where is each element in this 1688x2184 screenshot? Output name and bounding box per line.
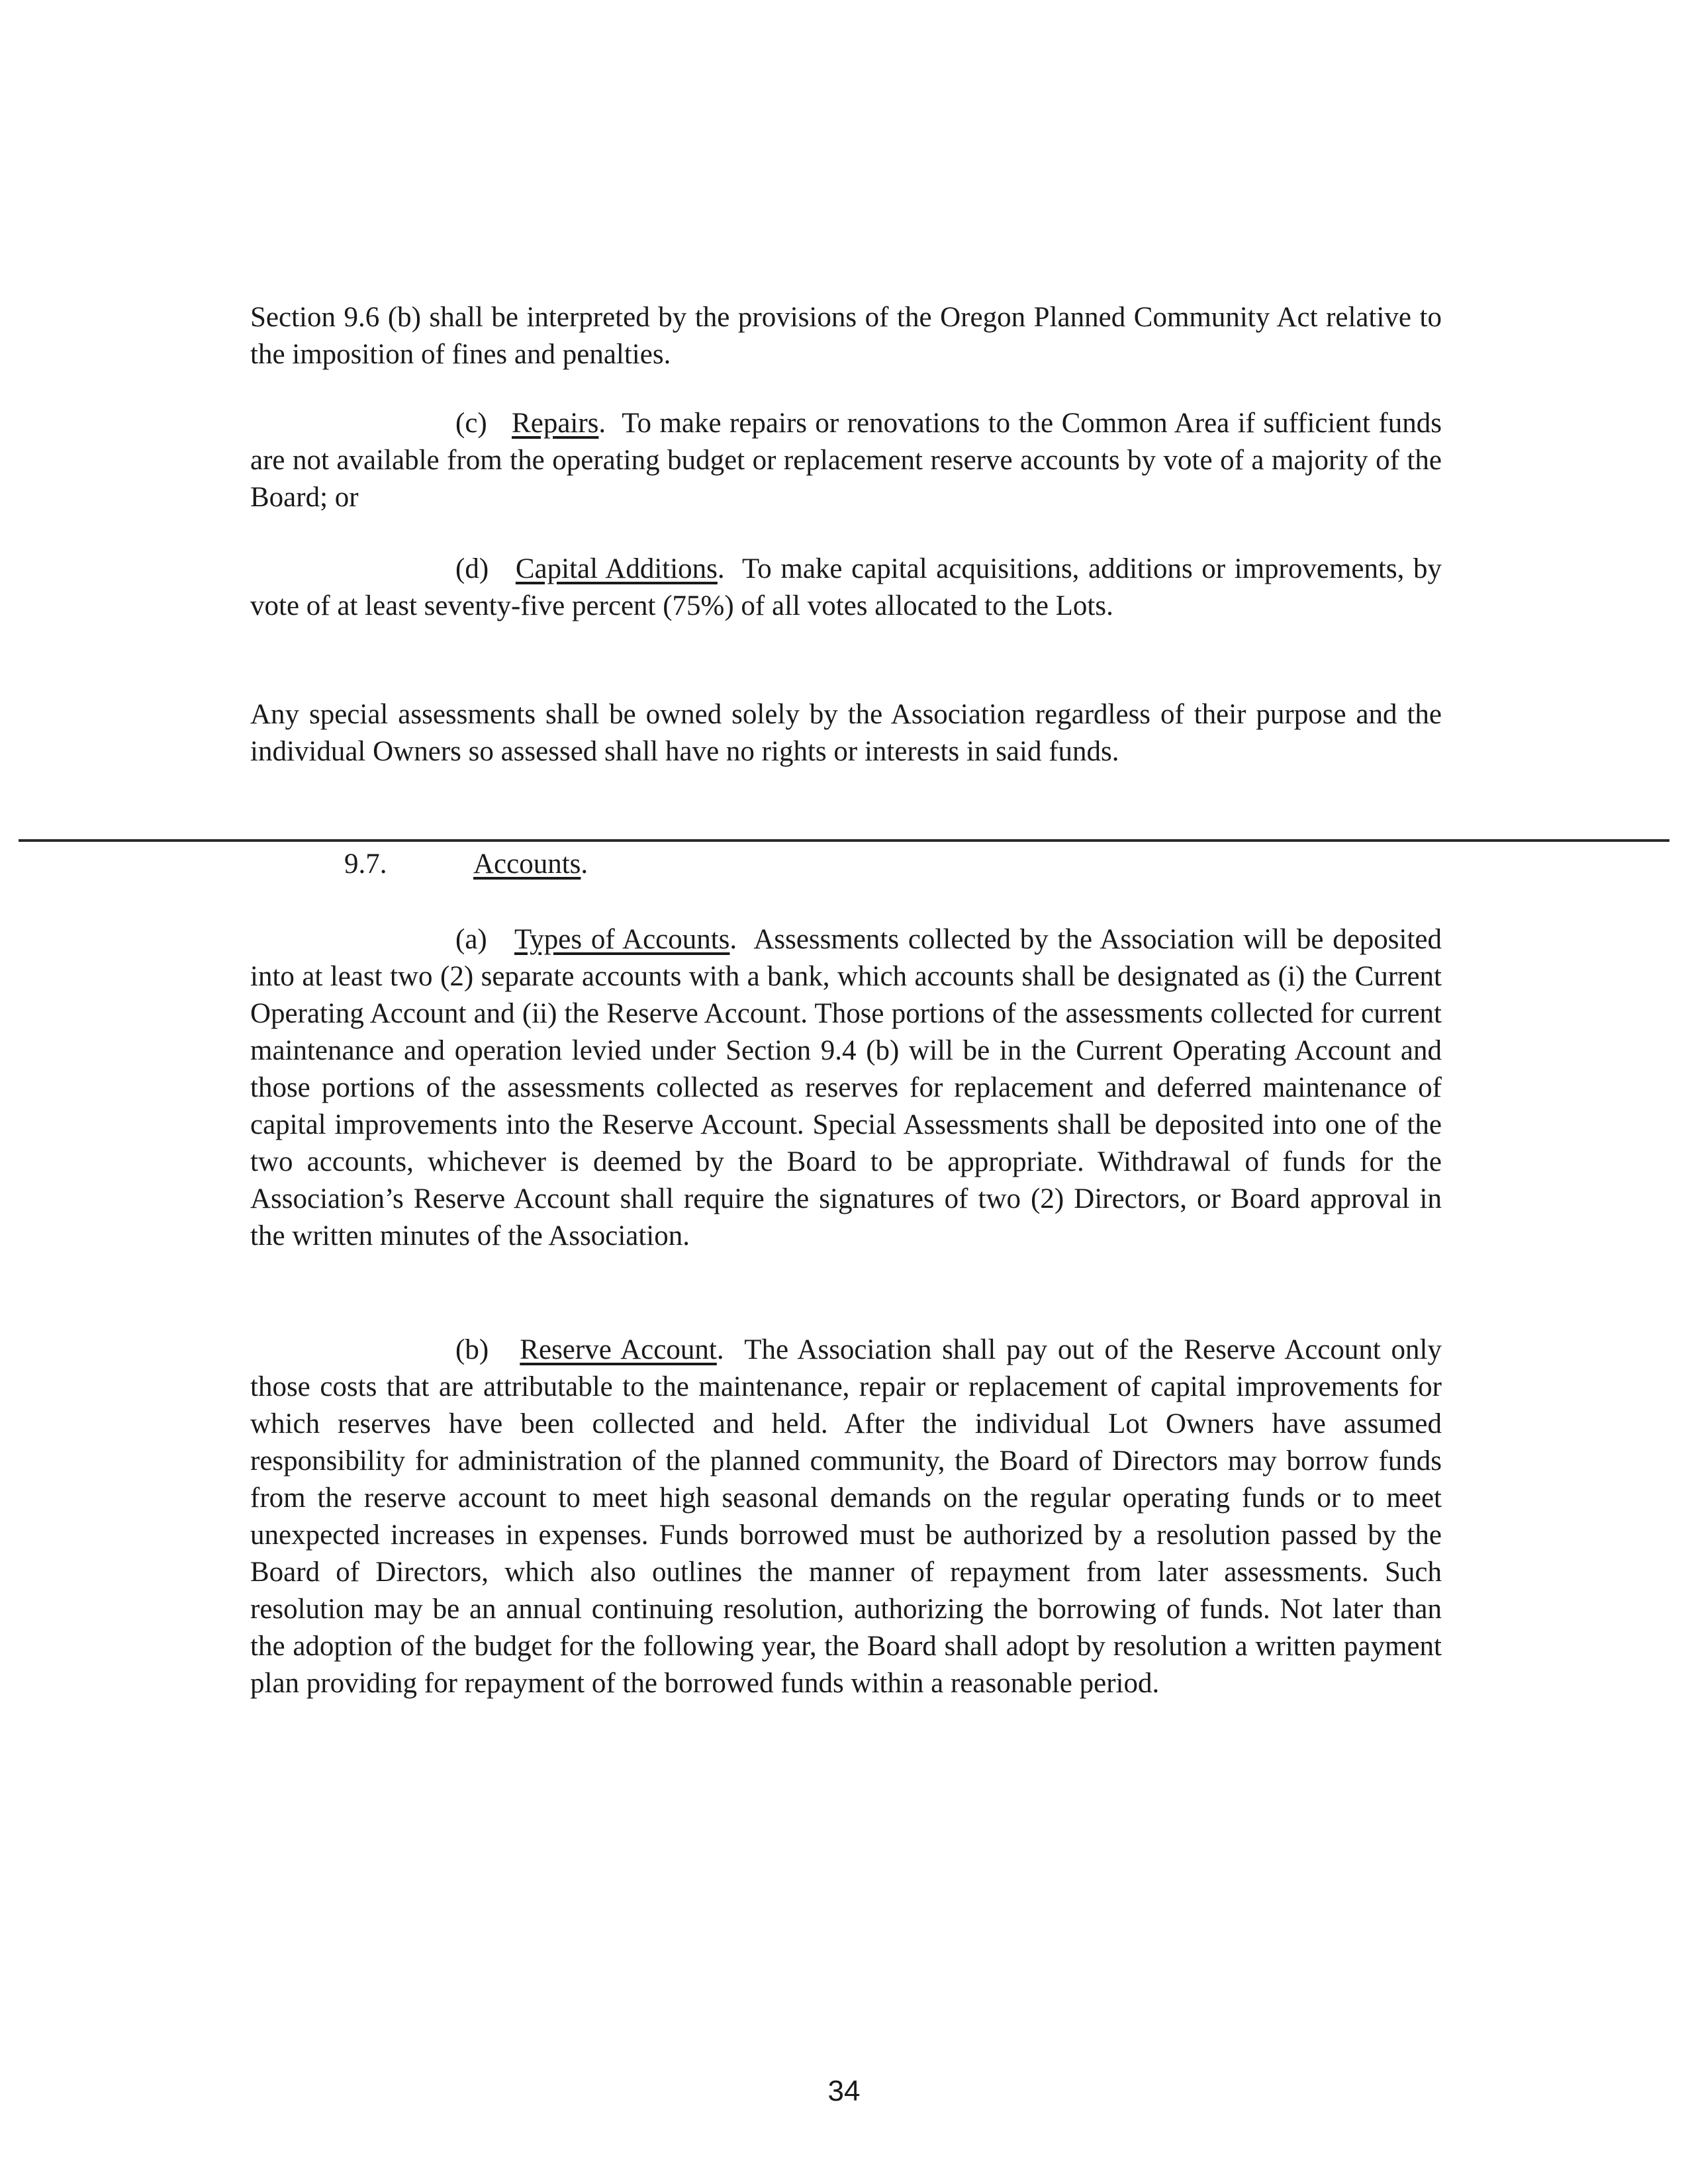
item-a-text: Assessments collected by the Association will be deposited into at least two (2) separate accounts with a bank, which accounts shall be designated as (i) the Current Operating Account and (ii) the Reserve Account. Those portions of the assessments collected for current maintenance and operation levied under Section 9.4 (b) will be in the Current Operating Account and those portions of the assessments collected as reserves for replacement and deferred maintenance of capital improvements into the Reserve Account. Special Assessments shall be deposited into one of the two accounts, whichever is deemed by the Board to be appropriate. Withdrawal of funds for the Association’s Reserve Account shall require the signatures of two (2) Directors, or Board approval in the written minutes of the Association.	[250, 924, 1442, 1251]
section-9-7-heading: 9.7. Accounts.	[344, 846, 588, 883]
horizontal-divider	[19, 839, 1669, 842]
item-b-paragraph: (b) Reserve Account. The Association shall pay out of the Reserve Account only those costs that are attributable to the maintenance, repair or replacement of capital improvements for which reserves have been collected and held. After the individual Lot Owners have assumed responsibility for administration of the planned community, the Board of Directors may borrow funds from the reserve account to meet high seasonal demands on the regular operating funds or to meet unexpected increases in expenses. Funds borrowed must be authorized by a resolution passed by the Board of Directors, which also outlines the manner of repayment from later assessments. Such resolution may be an annual continuing resolution, authorizing the borrowing of funds. Not later than the adoption of the budget for the following year, the Board shall adopt by resolution a written payment plan providing for repayment of the borrowed funds within a reasonable period.	[250, 1334, 1442, 1699]
item-b-marker: (b)	[455, 1334, 489, 1365]
item-b-title: Reserve Account	[520, 1334, 717, 1365]
item-c-text: To make repairs or renovations to the Common Area if sufficient funds are not available from the operating budget or replacement reserve accounts by vote of a majority of the Board; or	[250, 408, 1442, 513]
continuation-paragraph	[250, 299, 1442, 373]
item-c-title: Repairs	[512, 408, 599, 439]
item-c-marker: (c)	[455, 408, 487, 439]
item-a-title: Types of Accounts	[514, 924, 730, 955]
item-d-text: To make capital acquisitions, additions or improvements, by vote of at least seventy-five percent (75%) of all votes allocated to the Lots.	[250, 553, 1442, 621]
special-assessments-paragraph	[250, 696, 1442, 770]
item-c-paragraph: (c) Repairs. To make repairs or renovations to the Common Area if sufficient funds are not available from the operating budget or replacement reserve accounts by vote of a majority of the Board; or	[250, 408, 1442, 513]
item-a-paragraph: (a) Types of Accounts. Assessments collected by the Association will be deposited into at least two (2) separate accounts with a bank, which accounts shall be designated as (i) the Current Operating Account and (ii) the Reserve Account. Those portions of the assessments collected for current maintenance and operation levied under Section 9.4 (b) will be in the Current Operating Account and those portions of the assessments collected as reserves for replacement and deferred maintenance of capital improvements into the Reserve Account. Special Assessments shall be deposited into one of the two accounts, whichever is deemed by the Board to be appropriate. Withdrawal of funds for the Association’s Reserve Account shall require the signatures of two (2) Directors, or Board approval in the written minutes of the Association.	[250, 924, 1442, 1251]
item-d-paragraph: (d) Capital Additions. To make capital acquisitions, additions or improvements, by vote of at least seventy-five percent (75%) of all votes allocated to the Lots.	[250, 553, 1442, 621]
section-number: 9.7.	[344, 848, 387, 880]
special-assessments-text: Any special assessments shall be owned solely by the Association regardless of their purpose and the individual Owners so assessed shall have no rights or interests in said funds.	[250, 699, 1442, 767]
section-title: Accounts	[473, 848, 581, 880]
item-d-marker: (d)	[455, 553, 489, 584]
continuation-text: Section 9.6 (b) shall be interpreted by the provisions of the Oregon Planned Community Act relative to the imposition of fines and penalties.	[250, 302, 1442, 370]
item-a-marker: (a)	[455, 924, 487, 955]
item-d-title: Capital Additions	[515, 553, 718, 584]
item-b-text: The Association shall pay out of the Reserve Account only those costs that are attributable to the maintenance, repair or replacement of capital improvements for which reserves have been collected and held. After the individual Lot Owners have assumed responsibility for administration of the planned community, the Board of Directors may borrow funds from the reserve account to meet high seasonal demands on the regular operating funds or to meet unexpected increases in expenses. Funds borrowed must be authorized by a resolution passed by the Board of Directors, which also outlines the manner of repayment from later assessments. Such resolution may be an annual continuing resolution, authorizing the borrowing of funds. Not later than the adoption of the budget for the following year, the Board shall adopt by resolution a written payment plan providing for repayment of the borrowed funds within a reasonable period.	[250, 1334, 1442, 1699]
page-number: 34	[827, 2075, 861, 2107]
